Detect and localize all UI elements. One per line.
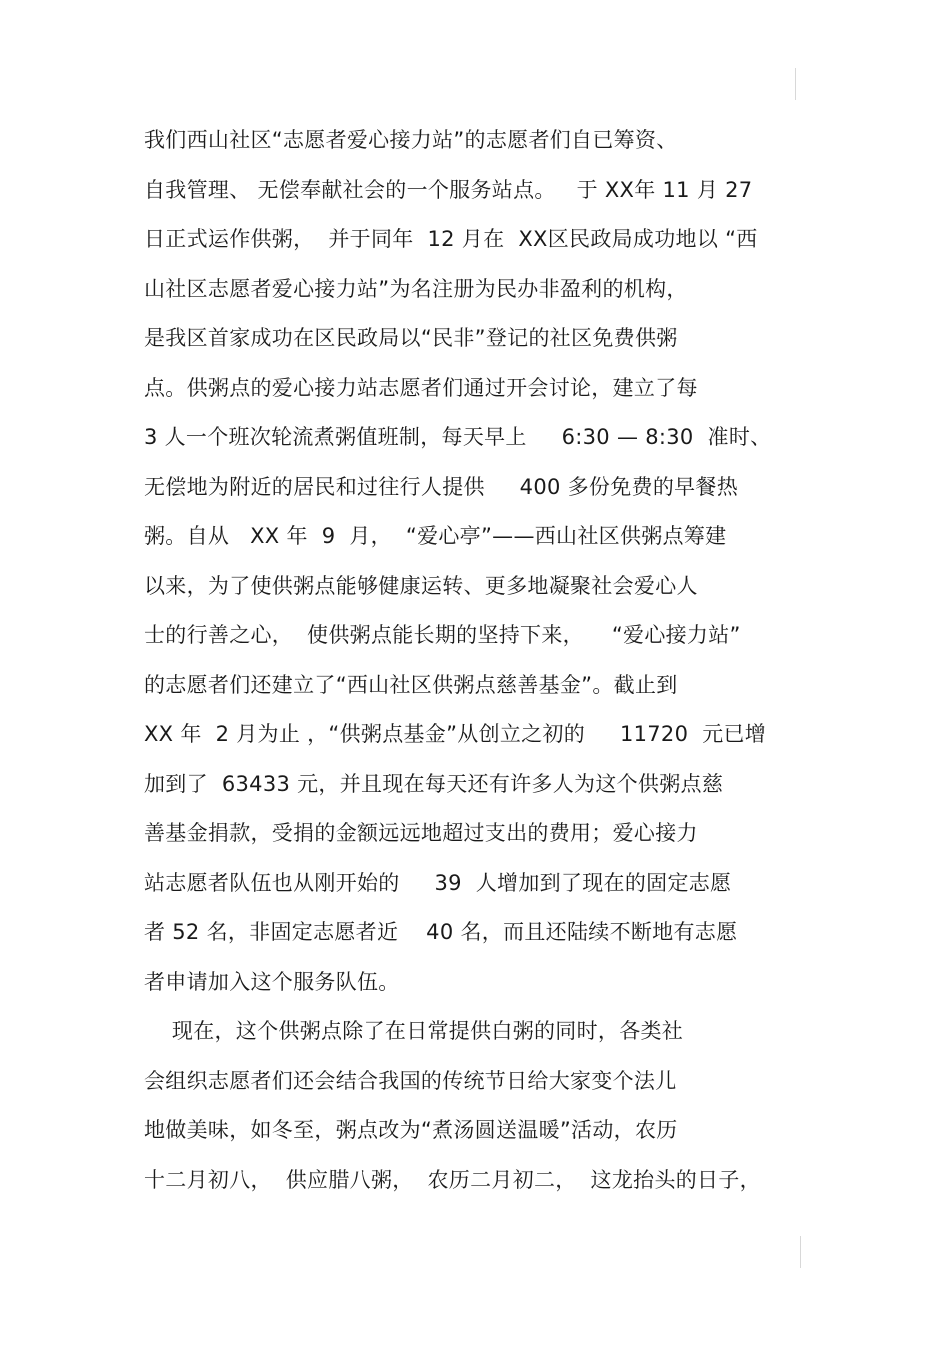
page-corner-mark-top <box>795 68 796 100</box>
text-line: 点。供粥点的爱心接力站志愿者们通过开会讨论，建立了每 <box>144 375 698 400</box>
text-line: 者申请加入这个服务队伍。 <box>144 969 400 994</box>
body-text <box>144 122 824 1211</box>
text-line: 日正式运作供粥， 并于同年 12 月在 XX区民政局成功地以 “西 <box>144 227 758 251</box>
text-line: 我们西山社区“志愿者爱心接力站”的志愿者们自已筹资、 <box>144 128 678 152</box>
text-line: 士的行善之心， 使供粥点能长期的坚持下来， “爱心接力站” <box>144 623 741 647</box>
text-line: XX 年 2 月为止 ，“供粥点基金”从创立之初的 11720 元已增 <box>144 722 767 746</box>
text-line: 现在，这个供粥点除了在日常提供白粥的同时，各类社 <box>144 1019 684 1043</box>
text-line: 十二月初八， 供应腊八粥， 农历二月初二， 这龙抬头的日子， <box>144 1167 761 1192</box>
text-line: 山社区志愿者爱心接力站”为名注册为民办非盈利的机构， <box>144 276 688 301</box>
text-line: 是我区首家成功在区民政局以“民非”登记的社区免费供粥 <box>144 326 678 350</box>
text-line: 站志愿者队伍也从刚开始的 39 人增加到了现在的固定志愿 <box>144 870 732 895</box>
text-line: 粥。自从 XX 年 9 月， “爱心亭”——西山社区供粥点筹建 <box>144 524 727 548</box>
text-line: 会组织志愿者们还会结合我国的传统节日给大家变个法儿 <box>144 1068 677 1093</box>
page-corner-mark-bottom <box>800 1236 801 1268</box>
text-line: 善基金捐款，受捐的金额远远地超过支出的费用；爱心接力 <box>144 821 698 845</box>
text-line: 地做美味，如冬至，粥点改为“煮汤圆送温暖”活动，农历 <box>144 1118 678 1142</box>
text-line: 者 52 名，非固定志愿者近 40 名，而且还陆续不断地有志愿 <box>144 920 738 944</box>
text-line: 以来，为了使供粥点能够健康运转、更多地凝聚社会爱心人 <box>144 573 698 598</box>
text-line: 无偿地为附近的居民和过往行人提供 400 多份免费的早餐热 <box>144 474 739 499</box>
text-line: 的志愿者们还建立了“西山社区供粥点慈善基金”。截止到 <box>144 672 678 697</box>
text-line: 加到了 63433 元，并且现在每天还有许多人为这个供粥点慈 <box>144 771 724 796</box>
text-line: 3 人一个班次轮流煮粥值班制，每天早上 6:30 — 8:30 准时、 <box>144 425 772 449</box>
text-line: 自我管理、 无偿奉献社会的一个服务站点。 于 XX年 11 月 27 <box>144 177 753 202</box>
